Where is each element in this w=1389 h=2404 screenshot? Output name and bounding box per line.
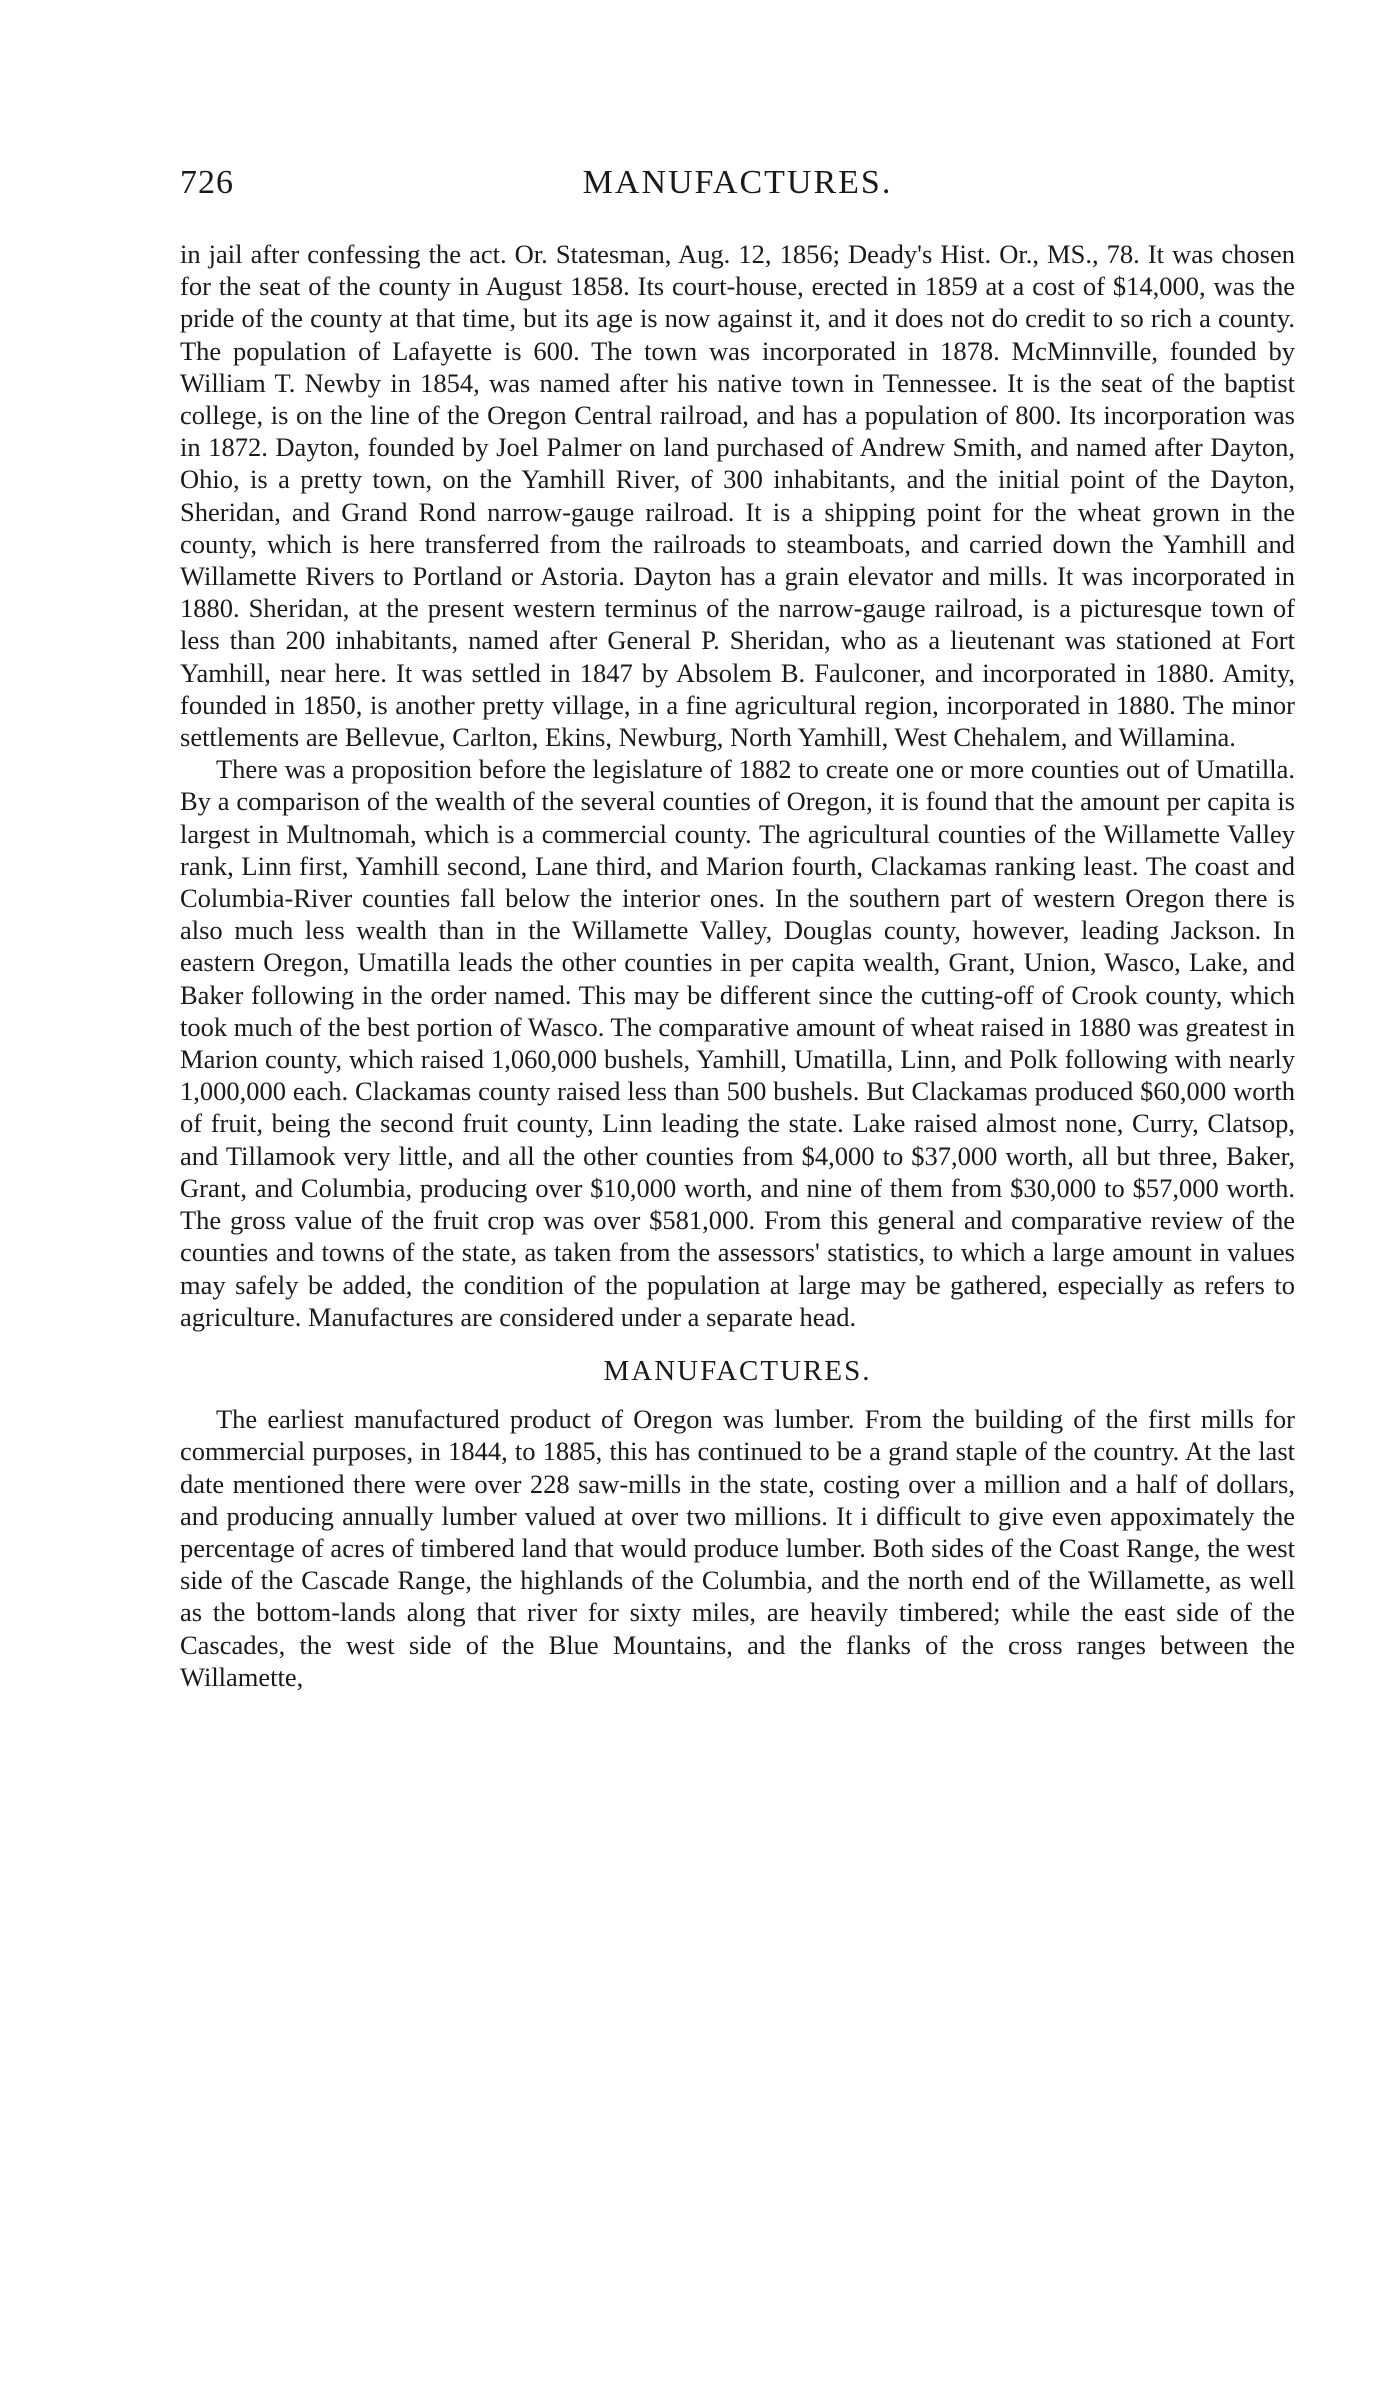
- body-text: [180, 238, 1295, 1693]
- running-head: [180, 150, 1295, 210]
- paragraph-county-wealth: There was a proposition before the legislature of 1882 to create one or more counties out of Umatilla. By a comparison of the wealth of the several counties of Oregon, it is found that the amount per capita is largest in Multnomah, which is a commercial county. The agricultural counties of the Willamette Valley rank, Linn first, Yamhill second, Lane third, and Marion fourth, Clackamas ranking least. The coast and Columbia-River counties fall below the interior ones. In the southern part of western Oregon there is also much less wealth than in the Willamette Valley, Douglas county, however, leading Jackson. In eastern Oregon, Umatilla leads the other counties in per capita wealth, Grant, Union, Wasco, Lake, and Baker following in the order named. This may be different since the cutting-off of Crook county, which took much of the best portion of Wasco. The comparative amount of wheat raised in 1880 was greatest in Marion county, which raised 1,060,000 bushels, Yamhill, Umatilla, Linn, and Polk following with nearly 1,000,000 each. Clackamas county raised less than 500 bushels. But Clackamas produced $60,000 worth of fruit, being the second fruit county, Linn leading the state. Lake raised almost none, Curry, Clatsop, and Tillamook very little, and all the other counties from $4,000 to $37,000 worth, all but three, Baker, Grant, and Columbia, producing over $10,000 worth, and nine of them from $30,000 to $57,000 worth. The gross value of the fruit crop was over $581,000. From this general and comparative review of the counties and towns of the state, as taken from the assessors' statistics, to which a large amount in values may safely be added, the condition of the population at large may be gathered, especially as refers to agriculture. Manufactures are considered under a separate head.: [180, 754, 1295, 1332]
- paragraph-continuation: in jail after confessing the act. Or. Statesman, Aug. 12, 1856; Deady's Hist. Or., MS., 78. It was chosen for the seat of the county in August 1858. Its court-house, erected in 1859 at a cost of $14,000, was the pride of the county at that time, but its age is now against it, and it does not do credit to so rich a county. The population of Lafayette is 600. The town was incorporated in 1878. McMinnville, founded by William T. Newby in 1854, was named after his native town in Tennessee. It is the seat of the baptist college, is on the line of the Oregon Central railroad, and has a population of 800. Its incorporation was in 1872. Dayton, founded by Joel Palmer on land purchased of Andrew Smith, and named after Dayton, Ohio, is a pretty town, on the Yamhill River, of 300 inhabitants, and the initial point of the Dayton, Sheridan, and Grand Rond narrow-gauge railroad. It is a shipping point for the wheat grown in the county, which is here transferred from the railroads to steamboats, and carried down the Yamhill and Willamette Rivers to Portland or Astoria. Dayton has a grain elevator and mills. It was incorporated in 1880. Sheridan, at the present western terminus of the narrow-gauge railroad, is a picturesque town of less than 200 inhabitants, named after General P. Sheridan, who as a lieutenant was stationed at Fort Yamhill, near here. It was settled in 1847 by Absolem B. Faulconer, and incorporated in 1880. Amity, founded in 1850, is another pretty village, in a fine agricultural region, incorporated in 1880. The minor settlements are Bellevue, Carlton, Ekins, Newburg, North Yamhill, West Chehalem, and Willamina.: [180, 239, 1295, 753]
- paragraph-manufactures: The earliest manufactured product of Oregon was lumber. From the building of the first mills for commercial purposes, in 1844, to 1885, this has continued to be a grand staple of the country. At the last date mentioned there were over 228 saw-mills in the state, costing over a million and a half of dollars, and producing annually lumber valued at over two millions. It i difficult to give even appoximately the percentage of acres of timbered land that would produce lumber. Both sides of the Coast Range, the west side of the Cascade Range, the highlands of the Columbia, and the north end of the Willamette, as well as the bottom-lands along that river for sixty miles, are heavily timbered; while the east side of the Cascades, the west side of the Blue Mountains, and the flanks of the cross ranges between the Willamette,: [180, 1404, 1295, 1692]
- running-title: MANUFACTURES.: [582, 164, 893, 201]
- section-heading: MANUFACTURES.: [603, 1354, 872, 1387]
- book-page: [180, 150, 1295, 1693]
- page-number: 726: [180, 164, 234, 201]
